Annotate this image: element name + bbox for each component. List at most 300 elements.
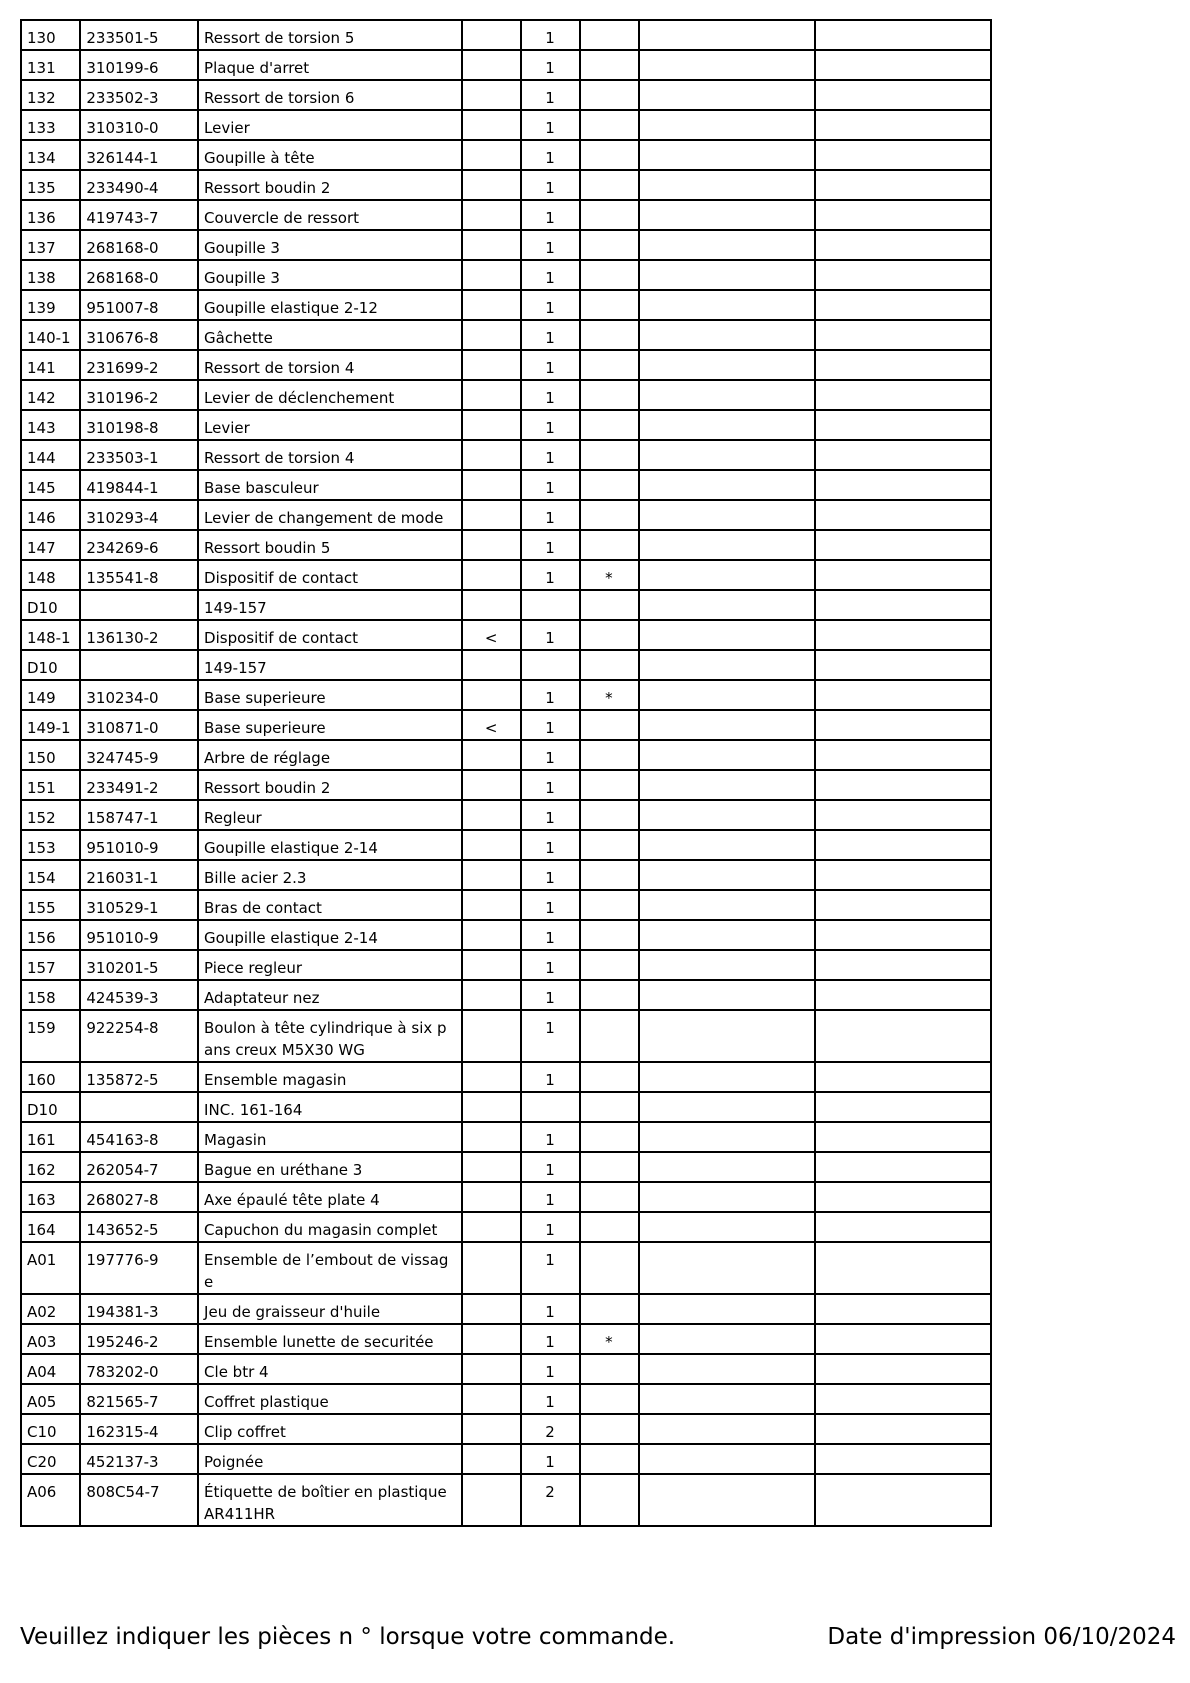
empty-cell: [639, 170, 815, 200]
item-number-cell: 149: [21, 680, 80, 710]
quantity-cell: 1: [521, 290, 579, 320]
empty-cell: [639, 1474, 815, 1526]
replacement-flag-cell: [462, 1444, 521, 1474]
item-number-cell: 155: [21, 890, 80, 920]
description-cell: Base superieure: [198, 710, 462, 740]
item-number-cell: 150: [21, 740, 80, 770]
description-cell: Bille acier 2.3: [198, 860, 462, 890]
description-cell: Levier de déclenchement: [198, 380, 462, 410]
part-number-cell: 821565-7: [80, 1384, 198, 1414]
quantity-cell: 1: [521, 1294, 579, 1324]
quantity-cell: 1: [521, 50, 579, 80]
note-mark-cell: [580, 590, 639, 620]
note-mark-cell: [580, 260, 639, 290]
part-number-cell: [80, 590, 198, 620]
empty-cell: [639, 1242, 815, 1294]
quantity-cell: 1: [521, 980, 579, 1010]
note-mark-cell: [580, 110, 639, 140]
quantity-cell: 1: [521, 620, 579, 650]
quantity-cell: 1: [521, 1354, 579, 1384]
item-number-cell: 164: [21, 1212, 80, 1242]
replacement-flag-cell: [462, 1294, 521, 1324]
quantity-cell: 1: [521, 230, 579, 260]
description-cell: Ressort de torsion 6: [198, 80, 462, 110]
description-cell: Goupille 3: [198, 230, 462, 260]
item-number-cell: 134: [21, 140, 80, 170]
empty-cell: [815, 830, 991, 860]
part-number-cell: 310293-4: [80, 500, 198, 530]
quantity-cell: 1: [521, 380, 579, 410]
empty-cell: [815, 1122, 991, 1152]
empty-cell: [639, 140, 815, 170]
replacement-flag-cell: [462, 920, 521, 950]
empty-cell: [815, 1062, 991, 1092]
empty-cell: [815, 650, 991, 680]
empty-cell: [639, 380, 815, 410]
table-row: [21, 20, 991, 50]
note-mark-cell: [580, 350, 639, 380]
table-row: [21, 680, 991, 710]
empty-cell: [815, 1212, 991, 1242]
table-row: [21, 920, 991, 950]
quantity-cell: 1: [521, 410, 579, 440]
empty-cell: [815, 860, 991, 890]
item-number-cell: 162: [21, 1152, 80, 1182]
description-cell: INC. 161-164: [198, 1092, 462, 1122]
quantity-cell: 1: [521, 1152, 579, 1182]
empty-cell: [815, 470, 991, 500]
footer-print-date: Date d'impression 06/10/2024: [827, 1624, 1176, 1650]
description-cell: 149-157: [198, 590, 462, 620]
part-number-cell: 310529-1: [80, 890, 198, 920]
note-mark-cell: [580, 50, 639, 80]
replacement-flag-cell: [462, 320, 521, 350]
description-cell: Regleur: [198, 800, 462, 830]
description-cell: Bras de contact: [198, 890, 462, 920]
note-mark-cell: [580, 20, 639, 50]
item-number-cell: A04: [21, 1354, 80, 1384]
quantity-cell: 1: [521, 260, 579, 290]
table-row: [21, 500, 991, 530]
item-number-cell: 145: [21, 470, 80, 500]
empty-cell: [639, 1062, 815, 1092]
note-mark-cell: [580, 800, 639, 830]
description-cell: Poignée: [198, 1444, 462, 1474]
item-number-cell: 151: [21, 770, 80, 800]
replacement-flag-cell: [462, 50, 521, 80]
note-mark-cell: [580, 1010, 639, 1062]
quantity-cell: 1: [521, 530, 579, 560]
replacement-flag-cell: [462, 830, 521, 860]
empty-cell: [639, 470, 815, 500]
note-mark-cell: [580, 1242, 639, 1294]
empty-cell: [815, 410, 991, 440]
description-cell: Goupille 3: [198, 260, 462, 290]
part-number-cell: 216031-1: [80, 860, 198, 890]
empty-cell: [639, 590, 815, 620]
empty-cell: [815, 230, 991, 260]
description-cell: Base basculeur: [198, 470, 462, 500]
quantity-cell: [521, 590, 579, 620]
replacement-flag-cell: [462, 650, 521, 680]
replacement-flag-cell: [462, 500, 521, 530]
quantity-cell: [521, 1092, 579, 1122]
note-mark-cell: [580, 80, 639, 110]
replacement-flag-cell: [462, 770, 521, 800]
replacement-flag-cell: [462, 1182, 521, 1212]
empty-cell: [815, 170, 991, 200]
quantity-cell: 1: [521, 710, 579, 740]
table-row: [21, 1444, 991, 1474]
item-number-cell: 158: [21, 980, 80, 1010]
empty-cell: [815, 1444, 991, 1474]
item-number-cell: 139: [21, 290, 80, 320]
part-number-cell: 135541-8: [80, 560, 198, 590]
description-cell: 149-157: [198, 650, 462, 680]
description-cell: Ensemble de l’embout de vissage: [198, 1242, 462, 1294]
replacement-flag-cell: [462, 1242, 521, 1294]
replacement-flag-cell: [462, 560, 521, 590]
quantity-cell: 1: [521, 770, 579, 800]
item-number-cell: 148-1: [21, 620, 80, 650]
empty-cell: [639, 1212, 815, 1242]
item-number-cell: 159: [21, 1010, 80, 1062]
replacement-flag-cell: [462, 20, 521, 50]
note-mark-cell: [580, 1152, 639, 1182]
empty-cell: [815, 50, 991, 80]
quantity-cell: [521, 650, 579, 680]
part-number-cell: 310871-0: [80, 710, 198, 740]
table-row: [21, 1212, 991, 1242]
empty-cell: [639, 770, 815, 800]
item-number-cell: 132: [21, 80, 80, 110]
empty-cell: [815, 890, 991, 920]
empty-cell: [639, 260, 815, 290]
note-mark-cell: [580, 500, 639, 530]
part-number-cell: 951007-8: [80, 290, 198, 320]
item-number-cell: D10: [21, 590, 80, 620]
quantity-cell: 1: [521, 470, 579, 500]
replacement-flag-cell: [462, 890, 521, 920]
quantity-cell: 1: [521, 860, 579, 890]
empty-cell: [815, 440, 991, 470]
table-row: [21, 1324, 991, 1354]
item-number-cell: C10: [21, 1414, 80, 1444]
empty-cell: [639, 1354, 815, 1384]
empty-cell: [639, 500, 815, 530]
description-cell: Boulon à tête cylindrique à six pans creux M5X30 WG: [198, 1010, 462, 1062]
description-cell: Goupille elastique 2-12: [198, 290, 462, 320]
part-number-cell: 233503-1: [80, 440, 198, 470]
note-mark-cell: [580, 890, 639, 920]
table-row: [21, 1242, 991, 1294]
description-cell: Levier: [198, 410, 462, 440]
table-row: [21, 50, 991, 80]
note-mark-cell: [580, 170, 639, 200]
empty-cell: [639, 1152, 815, 1182]
description-cell: Goupille à tête: [198, 140, 462, 170]
quantity-cell: 1: [521, 680, 579, 710]
empty-cell: [815, 80, 991, 110]
part-number-cell: 310199-6: [80, 50, 198, 80]
table-row: [21, 1294, 991, 1324]
empty-cell: [639, 830, 815, 860]
item-number-cell: 143: [21, 410, 80, 440]
table-row: [21, 380, 991, 410]
part-number-cell: 452137-3: [80, 1444, 198, 1474]
description-cell: Magasin: [198, 1122, 462, 1152]
empty-cell: [815, 1324, 991, 1354]
replacement-flag-cell: [462, 200, 521, 230]
table-row: [21, 590, 991, 620]
table-row: [21, 830, 991, 860]
part-number-cell: 136130-2: [80, 620, 198, 650]
empty-cell: [639, 1444, 815, 1474]
table-row: [21, 230, 991, 260]
empty-cell: [815, 920, 991, 950]
description-cell: Couvercle de ressort: [198, 200, 462, 230]
quantity-cell: 1: [521, 1212, 579, 1242]
table-row: [21, 950, 991, 980]
empty-cell: [815, 1474, 991, 1526]
part-number-cell: 194381-3: [80, 1294, 198, 1324]
item-number-cell: 135: [21, 170, 80, 200]
part-number-cell: 268168-0: [80, 260, 198, 290]
table-row: [21, 260, 991, 290]
replacement-flag-cell: [462, 860, 521, 890]
item-number-cell: A06: [21, 1474, 80, 1526]
replacement-flag-cell: [462, 140, 521, 170]
quantity-cell: 1: [521, 890, 579, 920]
empty-cell: [639, 200, 815, 230]
table-row: [21, 530, 991, 560]
empty-cell: [815, 110, 991, 140]
empty-cell: [639, 710, 815, 740]
item-number-cell: C20: [21, 1444, 80, 1474]
description-cell: Base superieure: [198, 680, 462, 710]
replacement-flag-cell: [462, 1212, 521, 1242]
empty-cell: [815, 1294, 991, 1324]
part-number-cell: 419743-7: [80, 200, 198, 230]
empty-cell: [639, 740, 815, 770]
table-row: [21, 350, 991, 380]
replacement-flag-cell: [462, 80, 521, 110]
empty-cell: [639, 860, 815, 890]
empty-cell: [815, 140, 991, 170]
replacement-flag-cell: [462, 110, 521, 140]
note-mark-cell: [580, 950, 639, 980]
quantity-cell: 1: [521, 740, 579, 770]
footer-note: Veuillez indiquer les pièces n ° lorsque votre commande.: [20, 1624, 676, 1650]
note-mark-cell: [580, 230, 639, 260]
empty-cell: [639, 620, 815, 650]
quantity-cell: 1: [521, 1324, 579, 1354]
note-mark-cell: [580, 1212, 639, 1242]
part-number-cell: 197776-9: [80, 1242, 198, 1294]
item-number-cell: 160: [21, 1062, 80, 1092]
empty-cell: [639, 530, 815, 560]
quantity-cell: 2: [521, 1474, 579, 1526]
replacement-flag-cell: [462, 1010, 521, 1062]
empty-cell: [815, 1010, 991, 1062]
note-mark-cell: [580, 860, 639, 890]
note-mark-cell: [580, 140, 639, 170]
replacement-flag-cell: [462, 1062, 521, 1092]
replacement-flag-cell: [462, 590, 521, 620]
part-number-cell: 324745-9: [80, 740, 198, 770]
part-number-cell: 419844-1: [80, 470, 198, 500]
empty-cell: [639, 1294, 815, 1324]
note-mark-cell: [580, 1354, 639, 1384]
note-mark-cell: [580, 200, 639, 230]
table-row: [21, 1092, 991, 1122]
empty-cell: [639, 950, 815, 980]
quantity-cell: 1: [521, 1010, 579, 1062]
table-row: [21, 1414, 991, 1444]
description-cell: Ressort boudin 2: [198, 170, 462, 200]
quantity-cell: 1: [521, 1444, 579, 1474]
item-number-cell: 147: [21, 530, 80, 560]
replacement-flag-cell: [462, 800, 521, 830]
table-row: [21, 290, 991, 320]
item-number-cell: A03: [21, 1324, 80, 1354]
quantity-cell: 1: [521, 350, 579, 380]
description-cell: Levier de changement de mode: [198, 500, 462, 530]
table-row: [21, 980, 991, 1010]
part-number-cell: 326144-1: [80, 140, 198, 170]
table-row: [21, 770, 991, 800]
part-number-cell: 233491-2: [80, 770, 198, 800]
note-mark-cell: [580, 410, 639, 440]
table-row: [21, 1010, 991, 1062]
part-number-cell: 231699-2: [80, 350, 198, 380]
item-number-cell: 133: [21, 110, 80, 140]
description-cell: Jeu de graisseur d'huile: [198, 1294, 462, 1324]
empty-cell: [639, 20, 815, 50]
item-number-cell: 137: [21, 230, 80, 260]
replacement-flag-cell: [462, 1474, 521, 1526]
empty-cell: [639, 1122, 815, 1152]
empty-cell: [639, 680, 815, 710]
note-mark-cell: [580, 1294, 639, 1324]
empty-cell: [815, 290, 991, 320]
empty-cell: [639, 1010, 815, 1062]
item-number-cell: A05: [21, 1384, 80, 1414]
item-number-cell: 161: [21, 1122, 80, 1152]
replacement-flag-cell: [462, 530, 521, 560]
table-row: [21, 1122, 991, 1152]
note-mark-cell: *: [580, 1324, 639, 1354]
quantity-cell: 1: [521, 830, 579, 860]
table-row: [21, 710, 991, 740]
empty-cell: [639, 800, 815, 830]
item-number-cell: 131: [21, 50, 80, 80]
item-number-cell: 136: [21, 200, 80, 230]
empty-cell: [639, 920, 815, 950]
table-row: [21, 1182, 991, 1212]
note-mark-cell: [580, 440, 639, 470]
table-row: [21, 440, 991, 470]
replacement-flag-cell: [462, 1354, 521, 1384]
description-cell: Capuchon du magasin complet: [198, 1212, 462, 1242]
replacement-flag-cell: [462, 740, 521, 770]
quantity-cell: 1: [521, 1062, 579, 1092]
quantity-cell: 1: [521, 1242, 579, 1294]
note-mark-cell: [580, 1444, 639, 1474]
item-number-cell: 138: [21, 260, 80, 290]
quantity-cell: 1: [521, 110, 579, 140]
part-number-cell: 143652-5: [80, 1212, 198, 1242]
quantity-cell: 1: [521, 80, 579, 110]
note-mark-cell: [580, 710, 639, 740]
empty-cell: [639, 1092, 815, 1122]
description-cell: Piece regleur: [198, 950, 462, 980]
description-cell: Axe épaulé tête plate 4: [198, 1182, 462, 1212]
replacement-flag-cell: [462, 350, 521, 380]
empty-cell: [815, 590, 991, 620]
part-number-cell: 233490-4: [80, 170, 198, 200]
description-cell: Levier: [198, 110, 462, 140]
empty-cell: [815, 1092, 991, 1122]
quantity-cell: 1: [521, 920, 579, 950]
note-mark-cell: *: [580, 680, 639, 710]
empty-cell: [815, 740, 991, 770]
table-row: [21, 80, 991, 110]
replacement-flag-cell: [462, 380, 521, 410]
table-row: [21, 410, 991, 440]
empty-cell: [639, 410, 815, 440]
part-number-cell: 310676-8: [80, 320, 198, 350]
empty-cell: [815, 500, 991, 530]
part-number-cell: 233502-3: [80, 80, 198, 110]
table-row: [21, 860, 991, 890]
table-row: [21, 1062, 991, 1092]
note-mark-cell: [580, 1474, 639, 1526]
description-cell: Gâchette: [198, 320, 462, 350]
note-mark-cell: [580, 740, 639, 770]
table-row: [21, 170, 991, 200]
description-cell: Plaque d'arret: [198, 50, 462, 80]
replacement-flag-cell: [462, 1324, 521, 1354]
part-number-cell: 268027-8: [80, 1182, 198, 1212]
part-number-cell: 310310-0: [80, 110, 198, 140]
empty-cell: [639, 1414, 815, 1444]
empty-cell: [815, 530, 991, 560]
quantity-cell: 2: [521, 1414, 579, 1444]
table-row: [21, 650, 991, 680]
note-mark-cell: [580, 1384, 639, 1414]
empty-cell: [639, 890, 815, 920]
empty-cell: [815, 1152, 991, 1182]
description-cell: Coffret plastique: [198, 1384, 462, 1414]
note-mark-cell: [580, 1414, 639, 1444]
table-row: [21, 1152, 991, 1182]
empty-cell: [815, 1414, 991, 1444]
quantity-cell: 1: [521, 170, 579, 200]
description-cell: Ensemble lunette de securitée: [198, 1324, 462, 1354]
replacement-flag-cell: [462, 950, 521, 980]
part-number-cell: 310196-2: [80, 380, 198, 410]
part-number-cell: 922254-8: [80, 1010, 198, 1062]
table-row: [21, 1384, 991, 1414]
note-mark-cell: [580, 1092, 639, 1122]
replacement-flag-cell: [462, 1384, 521, 1414]
table-row: [21, 1474, 991, 1526]
empty-cell: [815, 1384, 991, 1414]
table-row: [21, 470, 991, 500]
part-number-cell: 268168-0: [80, 230, 198, 260]
replacement-flag-cell: [462, 170, 521, 200]
